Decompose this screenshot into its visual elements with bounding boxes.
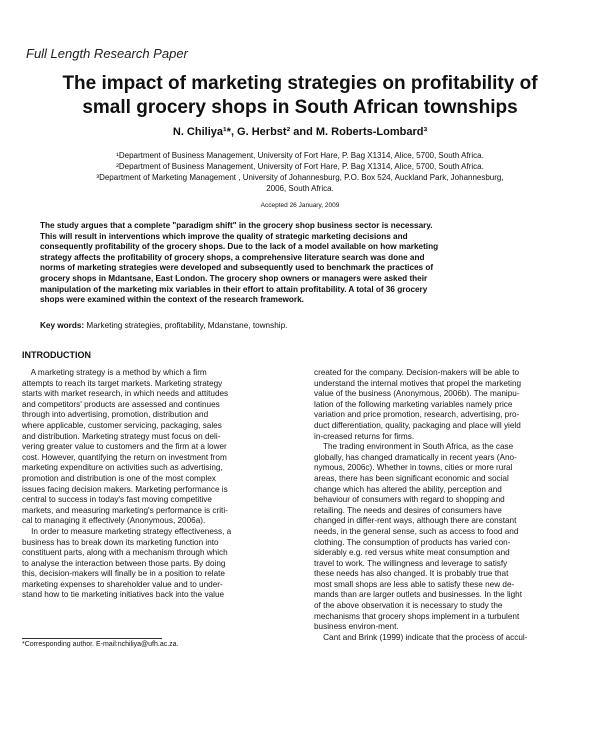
affiliation-line: ³Department of Marketing Management , University of Johannesburg, P.O. Box 524, Auckland Park, Johannesburg, [96,173,504,182]
body-text-line: value of the business (Anonymous, 2006b). The manipu- [314,389,520,399]
abstract-line: shops were examined within the context of the research framework. [40,295,304,305]
body-text-line: these needs has also changed. It is probably true that [314,569,509,579]
body-text-line: promotion and distribution is one of the most complex [22,473,216,483]
body-text-line: attempts to reach its target markets. Marketing strategy [22,378,223,388]
body-text-line: Cant and Brink (1999) indicate that the process of accul- [314,632,528,642]
body-text-line: vering greater value to customers and the firm at a lower [22,442,227,452]
keywords [40,321,560,330]
footnote-divider [22,638,162,639]
body-text-line: retailing. The needs and desires of consumers have [314,505,502,515]
abstract-line: This will result in interventions which improve the quality of strategic marketing decisions and [40,231,408,241]
affiliation-line: ¹Department of Business Management, University of Fort Hare, P. Bag X1314, Alice, 5700, South Africa. [116,151,484,160]
body-text-line: business environ-ment. [314,622,399,632]
affiliation-line: 2006, South Africa. [266,184,334,193]
body-text-line: duct differentiation, quality, packaging and place will yield [314,420,521,430]
body-column-right [314,368,584,643]
body-text-line: marketing expenses to shareholder value and to under- [22,579,223,589]
body-text-line: siderably e.g. red versus white meat consumption and [314,548,510,558]
abstract-line: The study argues that a complete "paradigm shift" in the grocery shop business sector is necessary. [40,221,433,230]
body-text-line: areas, there has been significant economic and social [314,473,509,483]
keywords-text: Marketing strategies, profitability, Mdanstane, township. [84,321,288,330]
body-text-line: The trading environment in South Africa, as the case [314,442,514,452]
body-text-line: starts with market research, in which needs and attitudes [22,389,229,399]
paper-type-label: Full Length Research Paper [26,46,188,61]
abstract-line: manipulation of the marketing mix variables in their effort to attain profitability. A total of 36 grocery [40,284,428,294]
body-text-line: of the above observation it is necessary to study the [314,601,503,611]
body-text-line: through into advertising, promotion, distribution and [22,410,209,420]
abstract-line: grocery shops in Mdantsane, East London. The grocery shop owners or managers were asked their [40,273,428,283]
abstract-line: norms of marketing strategies were developed and subsequently used to benchmark the practices of [40,263,434,273]
authors: N. Chiliya¹*, G. Herbst² and M. Roberts-Lombard³ [172,126,428,138]
body-text-line: In order to measure marketing strategy effectiveness, a [22,526,232,536]
corresponding-author-footnote: *Corresponding author. E-mail:nchiliya@ufh.ac.za. [22,641,179,648]
section-heading-introduction: INTRODUCTION [22,350,91,360]
body-text-line: needs, in the general sense, such as access to food and [314,526,519,536]
body-text-line: markets, and measuring marketing's performance is criti- [22,505,228,515]
body-text-line: constituent parts, along with a mechanism through which [22,548,228,558]
body-text-line: and competitors' products are assessed and continues [22,399,220,409]
body-text-line: and distribution. Marketing strategy must focus on deli- [22,431,221,441]
body-text-line: central to success in today's fast moving competitive [22,495,212,505]
body-text-line: mechanisms that grocery shops implement in a turbulent [314,611,520,621]
abstract-line: strategy affects the profitability of grocery shops, a comprehensive literature search was done and [40,252,425,262]
body-text-line: understand the internal motives that propel the marketing [314,378,522,388]
body-column-left [22,368,292,601]
body-text-line: changed in differ-rent ways, although there are constant [314,516,517,526]
body-text-line: globally, has changed dramatically in recent years (Ano- [314,452,517,462]
affiliation-line: ²Department of Business Management, University of Fort Hare, P. Bag X1314, Alice, 5700, South Africa. [116,162,484,171]
body-text-line: stand how to tie marketing initiatives back into the value [22,590,225,600]
body-text-line: issues facing decision makers. Marketing performance is [22,484,228,494]
body-text-line: most small shops are less able to satisfy these new de- [314,579,515,589]
body-text-line: cost. However, quantifying the return on investment from [22,452,227,462]
body-text-line: cal to managing it effectively (Anonymous, 2006a). [22,516,206,526]
body-text-line: this, decision-makers will finally be in a position to relate [22,569,225,579]
body-text-line: change which has altered the ability, perception and [314,484,502,494]
title-line: small grocery shops in South African townships [82,97,518,118]
body-text-line: to analyse the interaction between those parts. By doing [22,558,226,568]
body-text-line: A marketing strategy is a method by which a firm [22,368,207,377]
body-text-line: variation and price promotion, research, advertising, pro- [314,410,520,420]
affiliations [20,150,580,194]
paper-title [20,72,580,120]
title-line: The impact of marketing strategies on profitability of [62,73,538,94]
accepted-date: Accepted 26 January, 2009 [260,202,340,209]
body-text-line: behaviour of consumers with regard to shopping and [314,495,505,505]
body-text-line: nymous, 2006c). Whether in towns, cities or more rural [314,463,513,473]
body-text-line: travel to work. The willingness and leverage to satisfy [314,558,508,568]
body-text-line: mands than are larger outlets and businesses. In the light [314,590,522,600]
body-text-line: in-creased returns for firms. [314,431,415,441]
body-text-line: lation of the following marketing variables namely price [314,399,513,409]
keywords-label: Key words: [40,321,85,330]
abstract [40,221,560,306]
body-text-line: where applicable, customer servicing, packaging, sales [22,420,222,430]
body-text-line: created for the company. Decision-makers will be able to [314,368,520,377]
abstract-line: consequently profitability of the grocery shops. Due to the lack of a model available on how marketing [40,242,439,252]
body-text-line: clothing. The consumption of products has varied con- [314,537,511,547]
body-text-line: business has to break down its marketing function into [22,537,219,547]
body-text-line: marketing expenditure on activities such as advertising, [22,463,223,473]
